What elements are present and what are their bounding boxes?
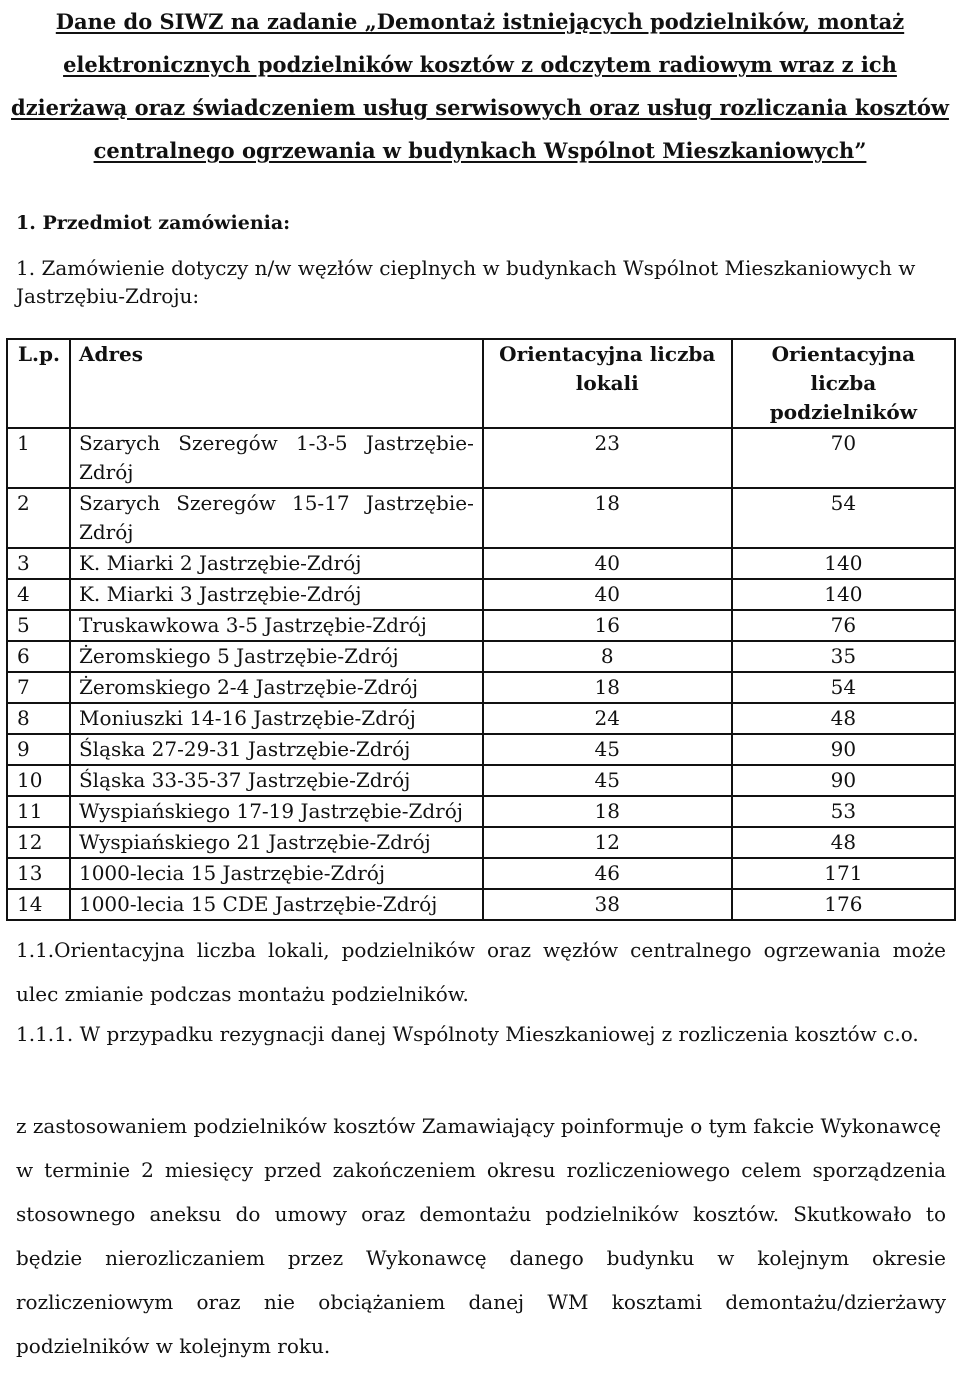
cell-lp: 12 [7,827,70,858]
note-paragraph: w terminie 2 miesięcy przed zakończeniem okresu rozliczeniowego celem sporządzenia stosownego aneksu do umowy oraz demontażu podzielników kosztów. Skutkowało to będzie nierozliczaniem przez Wykonawcę danego budynku w kolejnym okresie rozliczeniowym oraz nie obciążaniem danej WM kosztami demontażu/dzierżawy podzielników w kolejnym roku. [16,1158,946,1358]
table-row [7,641,955,672]
section-heading: 1. Przedmiot zamówienia: [16,212,291,234]
cell-address: Śląska 33-35-37 Jastrzębie-Zdrój [70,765,483,796]
title-line: elektronicznych podzielników kosztów z odczytem radiowym wraz z ich [63,52,897,77]
table-row [7,734,955,765]
title-line: dzierżawą oraz świadczeniem usług serwisowych oraz usług rozliczania kosztów [11,95,949,120]
cell-lp: 10 [7,765,70,796]
cell-address: Żeromskiego 5 Jastrzębie-Zdrój [70,641,483,672]
table-row [7,610,955,641]
cell-units: 8 [483,641,732,672]
cell-address: Moniuszki 14-16 Jastrzębie-Zdrój [70,703,483,734]
cell-address: K. Miarki 3 Jastrzębie-Zdrój [70,579,483,610]
table-row [7,796,955,827]
table-row [7,858,955,889]
header-units: Orientacyjna liczba lokali [483,339,732,428]
cell-dividers: 140 [732,548,955,579]
cell-address: 1000-lecia 15 Jastrzębie-Zdrój [70,858,483,889]
title-line: centralnego ogrzewania w budynkach Wspólnot Mieszkaniowych” [93,138,867,163]
cell-dividers: 53 [732,796,955,827]
notes-section [16,928,946,1368]
document-title [0,0,960,172]
heating-nodes-table [6,338,956,921]
cell-dividers: 48 [732,703,955,734]
cell-units: 18 [483,488,732,548]
cell-lp: 9 [7,734,70,765]
header-dividers: Orientacyjna liczba podzielników [732,339,955,428]
cell-units: 12 [483,827,732,858]
cell-units: 18 [483,672,732,703]
cell-units: 16 [483,610,732,641]
cell-dividers: 48 [732,827,955,858]
table-row [7,703,955,734]
table-row [7,889,955,920]
cell-units: 40 [483,548,732,579]
cell-units: 45 [483,765,732,796]
cell-lp: 5 [7,610,70,641]
cell-address: Śląska 27-29-31 Jastrzębie-Zdrój [70,734,483,765]
cell-dividers: 35 [732,641,955,672]
cell-dividers: 54 [732,488,955,548]
cell-dividers: 90 [732,765,955,796]
cell-lp: 11 [7,796,70,827]
cell-lp: 3 [7,548,70,579]
cell-address: K. Miarki 2 Jastrzębie-Zdrój [70,548,483,579]
cell-lp: 14 [7,889,70,920]
cell-dividers: 90 [732,734,955,765]
cell-units: 23 [483,428,732,488]
cell-address: Truskawkowa 3-5 Jastrzębie-Zdrój [70,610,483,641]
cell-dividers: 54 [732,672,955,703]
cell-lp: 4 [7,579,70,610]
table-row [7,548,955,579]
cell-units: 24 [483,703,732,734]
table-row [7,579,955,610]
cell-address: Wyspiańskiego 21 Jastrzębie-Zdrój [70,827,483,858]
note-1-1: 1.1.Orientacyjna liczba lokali, podzielników oraz węzłów centralnego ogrzewania może ulec zmianie podczas montażu podzielników. [16,938,946,1006]
cell-dividers: 171 [732,858,955,889]
cell-lp: 13 [7,858,70,889]
cell-units: 45 [483,734,732,765]
cell-lp: 6 [7,641,70,672]
table-row [7,428,955,488]
title-line: Dane do SIWZ na zadanie „Demontaż istniejących podzielników, montaż [55,9,905,34]
intro-paragraph: 1. Zamówienie dotyczy n/w węzłów cieplnych w budynkach Wspólnot Mieszkaniowych w Jastrzębiu-Zdroju: [16,256,916,308]
cell-units: 46 [483,858,732,889]
cell-address: Szarych Szeregów 1-3-5 Jastrzębie- Zdrój [70,428,483,488]
cell-address: Szarych Szeregów 15-17 Jastrzębie- Zdrój [70,488,483,548]
table-row [7,488,955,548]
cell-dividers: 76 [732,610,955,641]
cell-lp: 7 [7,672,70,703]
header-lp: L.p. [7,339,70,428]
cell-units: 18 [483,796,732,827]
table-row [7,827,955,858]
table-row [7,672,955,703]
cell-lp: 8 [7,703,70,734]
cell-dividers: 140 [732,579,955,610]
table-row [7,765,955,796]
cell-dividers: 176 [732,889,955,920]
cell-address: Żeromskiego 2-4 Jastrzębie-Zdrój [70,672,483,703]
note-1-1-1: 1.1.1. W przypadku rezygnacji danej Wspólnoty Mieszkaniowej z rozliczenia kosztów c.o. [16,1022,919,1046]
cell-dividers: 70 [732,428,955,488]
table-header-row [7,339,955,428]
cell-lp: 1 [7,428,70,488]
cell-units: 40 [483,579,732,610]
cell-address: 1000-lecia 15 CDE Jastrzębie-Zdrój [70,889,483,920]
header-address: Adres [70,339,483,428]
cell-lp: 2 [7,488,70,548]
cell-address: Wyspiańskiego 17-19 Jastrzębie-Zdrój [70,796,483,827]
cell-units: 38 [483,889,732,920]
note-paragraph: z zastosowaniem podzielników kosztów Zamawiający poinformuje o tym fakcie Wykonawcę [16,1114,942,1138]
